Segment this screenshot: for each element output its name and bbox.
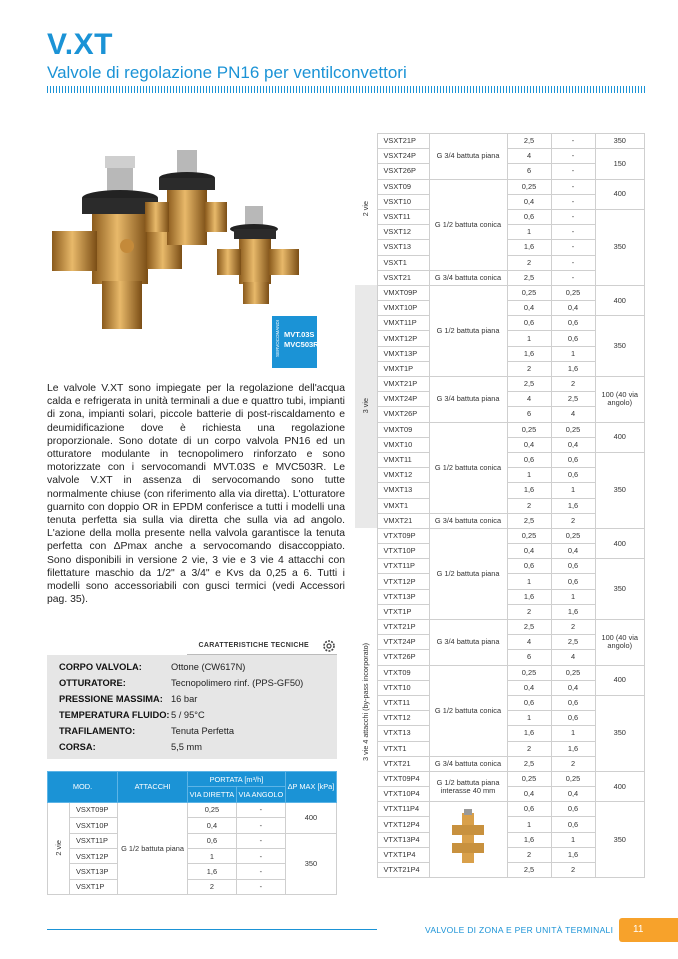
models-table-2vie <box>47 771 337 895</box>
title-rule <box>47 86 647 93</box>
via-diretta-cell: 4 <box>507 149 551 164</box>
via-diretta-cell: 0,4 <box>507 544 551 559</box>
via-diretta-cell: 1,6 <box>507 832 551 847</box>
model-cell: VMXT10P <box>377 301 429 316</box>
attacchi-cell: G 3/4 battuta conica <box>429 513 507 528</box>
via-angolo-cell: 2 <box>551 756 595 771</box>
model-cell: VSXT13P <box>70 864 118 879</box>
col-dpmax: ΔP MAX [kPa] <box>285 772 336 803</box>
via-diretta-cell: 0,4 <box>507 680 551 695</box>
via-angolo-cell: - <box>236 818 285 833</box>
model-cell: VTXT10 <box>377 680 429 695</box>
table-row <box>355 528 645 543</box>
model-cell: VSXT11P <box>70 833 118 848</box>
spec-row <box>59 723 325 739</box>
model-cell: VSXT1P <box>70 879 118 894</box>
model-cell: VTXT09P <box>377 528 429 543</box>
via-diretta-cell: 2 <box>507 847 551 862</box>
via-angolo-cell: - <box>551 134 595 149</box>
via-diretta-cell: 1 <box>507 711 551 726</box>
model-cell: VSXT13 <box>377 240 429 255</box>
via-diretta-cell: 2,5 <box>507 513 551 528</box>
via-diretta-cell: 0,6 <box>507 316 551 331</box>
model-cell: VMXT11P <box>377 316 429 331</box>
spec-row <box>59 739 325 755</box>
via-diretta-cell: 6 <box>507 650 551 665</box>
model-cell: VMXT11 <box>377 452 429 467</box>
via-diretta-cell: 4 <box>507 392 551 407</box>
model-cell: VMXT21P <box>377 377 429 392</box>
dp-cell: 100 (40 via angolo) <box>595 620 645 666</box>
via-angolo-cell: 0,6 <box>551 452 595 467</box>
model-cell: VMXT12P <box>377 331 429 346</box>
dp-cell: 350 <box>595 209 645 285</box>
model-cell: VMXT24P <box>377 392 429 407</box>
via-angolo-cell: 0,25 <box>551 422 595 437</box>
dp-cell: 350 <box>595 802 645 878</box>
models-table-main <box>355 133 645 878</box>
table-row <box>355 620 645 635</box>
via-diretta-cell: 0,6 <box>188 833 237 848</box>
col-via-angolo: VIA ANGOLO <box>236 787 285 802</box>
dp-cell: 100 (40 via angolo) <box>595 377 645 423</box>
via-diretta-cell: 0,25 <box>507 422 551 437</box>
group-text: 3 vie 4 attacchi (by-pass incorporato) <box>360 643 370 761</box>
model-cell: VTXT12 <box>377 711 429 726</box>
model-cell: VSXT21P <box>377 134 429 149</box>
attacchi-cell: G 1/2 battuta conica <box>429 422 507 513</box>
group-text: 3 vie <box>360 398 370 414</box>
via-angolo-cell: 0,6 <box>551 331 595 346</box>
attacchi-cell: G 3/4 battuta conica <box>429 756 507 771</box>
page-number: 11 <box>619 918 678 942</box>
spec-value: 5 / 95°C <box>171 710 205 720</box>
via-angolo-cell: 0,6 <box>551 574 595 589</box>
via-diretta-cell: 0,6 <box>507 802 551 817</box>
attacchi-cell: G 1/2 battuta piana <box>429 528 507 619</box>
model-cell: VTXT1P4 <box>377 847 429 862</box>
model-cell: VMXT12 <box>377 468 429 483</box>
model-cell: VTXT26P <box>377 650 429 665</box>
dp-cell: 400 <box>595 285 645 315</box>
model-cell: VTXT09 <box>377 665 429 680</box>
spec-row <box>59 707 325 723</box>
via-angolo-cell: 0,4 <box>551 301 595 316</box>
col-attacchi: ATTACCHI <box>118 772 188 803</box>
table-row <box>355 771 645 786</box>
model-cell: VSXT11 <box>377 209 429 224</box>
specs-heading <box>47 640 337 654</box>
model-cell: VSXT26P <box>377 164 429 179</box>
via-diretta-cell: 1 <box>507 225 551 240</box>
via-diretta-cell: 0,25 <box>507 665 551 680</box>
page-title: V.XT <box>47 28 113 61</box>
spec-value: 5,5 mm <box>171 742 202 752</box>
table-row <box>355 802 645 817</box>
attacchi-cell: G 3/4 battuta piana <box>429 134 507 180</box>
description-paragraph: Le valvole V.XT sono impiegate per la regolazione dell'acqua calda e refrigerata in unità terminali a due e quattro tubi, impianti di zona, impianti solari, piccole batterie di post-riscaldamento e deumidificazione dove è richiesta una regolazione proporzionale. Sono dotate di un corpo valvola PN16 ed un otturatore modulante in tecnopolimero rinforzato e sono motorizzate con i servocomandi MVT.03S e MVC503R. Le valvole V.XT in assenza di servocomando sono tutte normalmente chiuse (con riferimento alla via diretta). L'otturatore guarnito con doppio OR in EPDM conferisce a tutti i modelli una tenuta perfetta sia sulla via diretta che sulla via ad angolo. L'azione della molla presente nella valvola garantisce la tenuta perfetta con ΔPmax anche a servocomando disaccoppiato. Sono disponibili in versione 2 vie, 3 vie e 3 vie 4 attacchi con filettature maschio da 1/2" a 3/4" e Kvs da 0,25 a 6. Tutti i modelli sono accessoriabili con gusci termici (vedi Accessori pag. 35). <box>47 383 345 606</box>
model-cell: VMXT21 <box>377 513 429 528</box>
model-cell: VTXT13 <box>377 726 429 741</box>
page-subtitle: Valvole di regolazione PN16 per ventilconvettori <box>47 63 407 82</box>
dp-cell: 400 <box>595 665 645 695</box>
via-angolo-cell: 1,6 <box>551 498 595 513</box>
via-angolo-cell: 0,6 <box>551 468 595 483</box>
model-cell: VSXT12P <box>70 848 118 863</box>
table-row <box>355 665 645 680</box>
via-diretta-cell: 1 <box>507 574 551 589</box>
via-diretta-cell: 0,4 <box>507 437 551 452</box>
group-label <box>355 134 377 286</box>
model-cell: VMXT13P <box>377 346 429 361</box>
via-angolo-cell: - <box>551 179 595 194</box>
via-diretta-cell: 0,25 <box>507 179 551 194</box>
via-diretta-cell: 4 <box>507 635 551 650</box>
spec-value: Tenuta Perfetta <box>171 726 235 736</box>
attacchi-cell: G 3/4 battuta piana <box>429 620 507 666</box>
via-diretta-cell: 1,6 <box>507 346 551 361</box>
via-angolo-cell: 0,25 <box>551 771 595 786</box>
spec-key: CORSA: <box>59 742 96 752</box>
specs-box <box>47 655 337 759</box>
via-angolo-cell: - <box>551 164 595 179</box>
model-cell: VTXT24P <box>377 635 429 650</box>
via-diretta-cell: 2,5 <box>507 270 551 285</box>
model-cell: VTXT21P <box>377 620 429 635</box>
dp-cell: 350 <box>595 134 645 149</box>
model-cell: VSXT09 <box>377 179 429 194</box>
group-text: 2 vie <box>360 200 370 217</box>
group-label <box>355 285 377 528</box>
via-diretta-cell: 0,6 <box>507 559 551 574</box>
spec-value: 16 bar <box>171 694 198 704</box>
via-angolo-cell: 1,6 <box>551 741 595 756</box>
via-diretta-cell: 2,5 <box>507 756 551 771</box>
table-row <box>355 285 645 300</box>
via-angolo-cell: 0,25 <box>551 528 595 543</box>
via-angolo-cell: 0,4 <box>551 680 595 695</box>
via-angolo-cell: 1 <box>551 832 595 847</box>
specs-heading-label: CARATTERISTICHE TECNICHE <box>198 642 309 649</box>
attacchi-cell: G 3/4 battuta conica <box>429 270 507 285</box>
group-text: 2 vie <box>54 839 63 856</box>
via-diretta-cell: 1 <box>507 817 551 832</box>
via-diretta-cell: 2 <box>507 741 551 756</box>
attacchi-cell: G 1/2 battuta piana <box>118 802 188 894</box>
spec-value: Ottone (CW617N) <box>171 662 246 672</box>
model-cell: VTXT21P4 <box>377 863 429 878</box>
model-cell: VTXT11P4 <box>377 802 429 817</box>
via-angolo-cell: 1 <box>551 726 595 741</box>
via-diretta-cell: 1 <box>188 848 237 863</box>
model-cell: VTXT1 <box>377 741 429 756</box>
via-angolo-cell: 0,6 <box>551 695 595 710</box>
via-angolo-cell: 1 <box>551 483 595 498</box>
via-angolo-cell: 1,6 <box>551 361 595 376</box>
model-cell: VTXT11 <box>377 695 429 710</box>
spec-row <box>59 659 325 675</box>
model-cell: VMXT13 <box>377 483 429 498</box>
dp-cell: 350 <box>595 695 645 771</box>
model-cell: VTXT1P <box>377 604 429 619</box>
col-portata: PORTATA [m³/h] <box>188 772 286 787</box>
table-row <box>48 802 337 817</box>
spec-row <box>59 675 325 691</box>
via-angolo-cell: 2 <box>551 620 595 635</box>
via-diretta-cell: 2,5 <box>507 620 551 635</box>
via-diretta-cell: 1,6 <box>507 240 551 255</box>
model-cell: VTXT12P4 <box>377 817 429 832</box>
via-diretta-cell: 1 <box>507 331 551 346</box>
via-diretta-cell: 2 <box>507 361 551 376</box>
dp-cell: 150 <box>595 149 645 179</box>
via-angolo-cell: - <box>551 209 595 224</box>
via-angolo-cell: 0,6 <box>551 559 595 574</box>
model-cell: VMXT09 <box>377 422 429 437</box>
via-diretta-cell: 1,6 <box>507 726 551 741</box>
via-angolo-cell: 2 <box>551 377 595 392</box>
via-angolo-cell: - <box>551 225 595 240</box>
via-angolo-cell: 1 <box>551 346 595 361</box>
attacchi-cell: G 1/2 battuta conica <box>429 179 507 270</box>
model-cell: VSXT12 <box>377 225 429 240</box>
dp-cell: 350 <box>595 316 645 377</box>
model-cell: VTXT10P <box>377 544 429 559</box>
table-row <box>355 179 645 194</box>
via-diretta-cell: 0,4 <box>507 787 551 802</box>
spec-key: OTTURATORE: <box>59 678 126 688</box>
via-diretta-cell: 0,6 <box>507 695 551 710</box>
model-cell: VMXT26P <box>377 407 429 422</box>
model-cell: VMXT09P <box>377 285 429 300</box>
model-cell: VTXT09P4 <box>377 771 429 786</box>
model-cell: VTXT12P <box>377 574 429 589</box>
dp-cell: 400 <box>285 802 336 833</box>
via-angolo-cell: 2,5 <box>551 392 595 407</box>
model-cell: VMXT1P <box>377 361 429 376</box>
col-mod: MOD. <box>48 772 118 803</box>
via-diretta-cell: 2,5 <box>507 134 551 149</box>
model-cell: VTXT11P <box>377 559 429 574</box>
group-label <box>355 528 377 877</box>
model-cell: VSXT1 <box>377 255 429 270</box>
via-diretta-cell: 6 <box>507 164 551 179</box>
via-angolo-cell: 0,25 <box>551 665 595 680</box>
dp-cell: 400 <box>595 422 645 452</box>
via-angolo-cell: 0,25 <box>551 285 595 300</box>
via-angolo-cell: 2,5 <box>551 635 595 650</box>
via-angolo-cell: 1 <box>551 589 595 604</box>
dp-cell: 400 <box>595 528 645 558</box>
servo-model-1: MVT.03S <box>284 330 315 339</box>
dp-cell: 400 <box>595 179 645 209</box>
spec-value: Tecnopolimero rinf. (PPS-GF50) <box>171 678 304 688</box>
model-cell: VTXT10P4 <box>377 787 429 802</box>
model-cell: VTXT13P <box>377 589 429 604</box>
via-angolo-cell: - <box>551 255 595 270</box>
attacchi-cell: G 3/4 battuta piana <box>429 377 507 423</box>
model-cell: VMXT10 <box>377 437 429 452</box>
via-angolo-cell: 0,6 <box>551 802 595 817</box>
group-label <box>48 802 70 894</box>
spec-key: TRAFILAMENTO: <box>59 726 136 736</box>
via-diretta-cell: 0,25 <box>507 528 551 543</box>
dp-cell: 350 <box>595 559 645 620</box>
spec-key: PRESSIONE MASSIMA: <box>59 694 163 704</box>
via-angolo-cell: - <box>551 270 595 285</box>
via-angolo-cell: - <box>236 864 285 879</box>
table-row <box>355 422 645 437</box>
attacchi-cell: G 1/2 battuta conica <box>429 665 507 756</box>
via-diretta-cell: 2 <box>507 255 551 270</box>
via-diretta-cell: 0,4 <box>188 818 237 833</box>
via-diretta-cell: 0,25 <box>507 771 551 786</box>
dp-cell: 400 <box>595 771 645 801</box>
via-diretta-cell: 0,6 <box>507 209 551 224</box>
via-diretta-cell: 1,6 <box>188 864 237 879</box>
spec-key: TEMPERATURA FLUIDO: <box>59 710 170 720</box>
via-angolo-cell: - <box>236 879 285 894</box>
footer-rule <box>47 929 377 930</box>
dp-cell: 350 <box>595 452 645 528</box>
model-cell: VTXT21 <box>377 756 429 771</box>
via-diretta-cell: 2 <box>507 498 551 513</box>
model-cell: VSXT24P <box>377 149 429 164</box>
gear-icon <box>321 638 337 654</box>
via-diretta-cell: 2 <box>507 604 551 619</box>
via-diretta-cell: 0,25 <box>188 802 237 817</box>
col-via-diretta: VIA DIRETTA <box>188 787 237 802</box>
model-cell: VSXT10 <box>377 194 429 209</box>
via-diretta-cell: 0,6 <box>507 452 551 467</box>
via-angolo-cell: 2 <box>551 863 595 878</box>
model-cell: VSXT21 <box>377 270 429 285</box>
via-angolo-cell: - <box>551 194 595 209</box>
table-row <box>48 833 337 848</box>
spec-key: CORPO VALVOLA: <box>59 662 142 672</box>
via-diretta-cell: 0,4 <box>507 301 551 316</box>
via-angolo-cell: 1,6 <box>551 604 595 619</box>
via-diretta-cell: 6 <box>507 407 551 422</box>
model-cell: VSXT09P <box>70 802 118 817</box>
via-angolo-cell: - <box>551 149 595 164</box>
via-angolo-cell: 0,4 <box>551 544 595 559</box>
servo-label: SERVOCOMANDI <box>275 320 280 357</box>
dp-cell: 350 <box>285 833 336 895</box>
spec-row <box>59 691 325 707</box>
via-angolo-cell: - <box>236 833 285 848</box>
attacchi-cell: G 1/2 battuta piana <box>429 285 507 376</box>
table-row <box>355 377 645 392</box>
via-angolo-cell: 0,6 <box>551 817 595 832</box>
via-diretta-cell: 2,5 <box>507 377 551 392</box>
via-angolo-cell: 0,6 <box>551 711 595 726</box>
model-cell: VMXT1 <box>377 498 429 513</box>
via-diretta-cell: 2 <box>188 879 237 894</box>
via-diretta-cell: 0,25 <box>507 285 551 300</box>
servo-model-2: MVC503R <box>284 340 319 349</box>
via-angolo-cell: 0,6 <box>551 316 595 331</box>
valve-illustration <box>429 802 507 878</box>
via-angolo-cell: 2 <box>551 513 595 528</box>
via-angolo-cell: 4 <box>551 650 595 665</box>
via-diretta-cell: 0,4 <box>507 194 551 209</box>
via-angolo-cell: 0,4 <box>551 437 595 452</box>
via-angolo-cell: - <box>551 240 595 255</box>
model-cell: VTXT13P4 <box>377 832 429 847</box>
table-row <box>355 134 645 149</box>
via-angolo-cell: - <box>236 848 285 863</box>
via-diretta-cell: 1,6 <box>507 483 551 498</box>
valve-4way-icon <box>448 809 488 869</box>
via-angolo-cell: 4 <box>551 407 595 422</box>
via-angolo-cell: 1,6 <box>551 847 595 862</box>
via-angolo-cell: 0,4 <box>551 787 595 802</box>
attacchi-cell: G 1/2 battuta piana interasse 40 mm <box>429 771 507 801</box>
via-diretta-cell: 1,6 <box>507 589 551 604</box>
servo-tag <box>272 316 317 368</box>
via-angolo-cell: - <box>236 802 285 817</box>
via-diretta-cell: 2,5 <box>507 863 551 878</box>
footer-section: VALVOLE DI ZONA E PER UNITÀ TERMINALI <box>425 925 614 935</box>
model-cell: VSXT10P <box>70 818 118 833</box>
via-diretta-cell: 1 <box>507 468 551 483</box>
